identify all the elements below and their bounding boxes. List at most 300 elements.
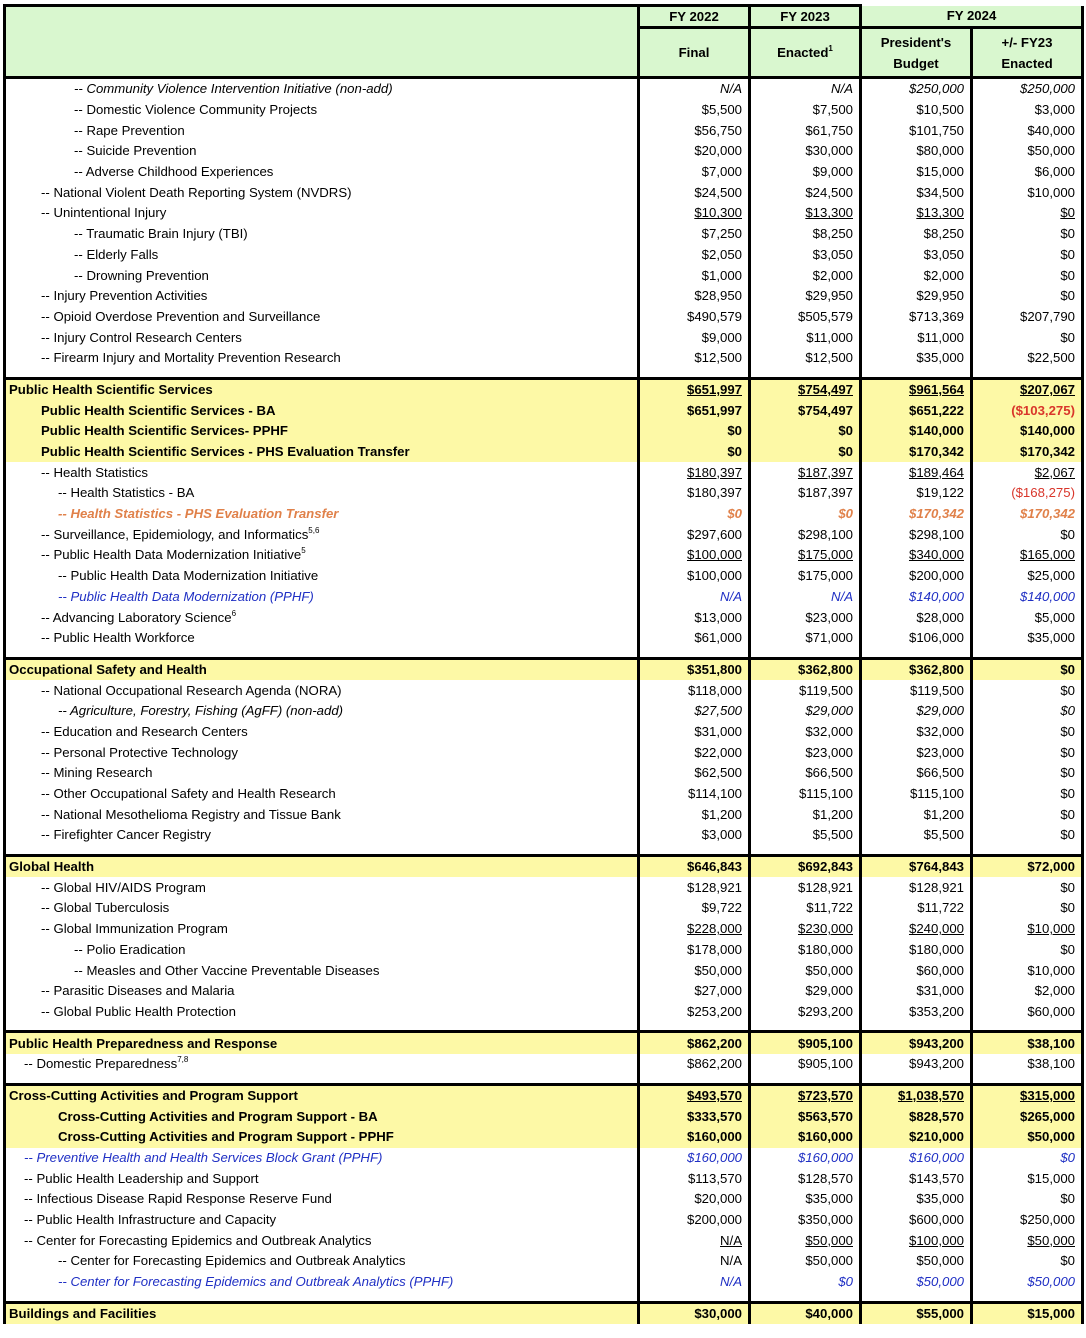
value-fy2023-enacted xyxy=(750,1106,861,1127)
cell-value: $187,397 xyxy=(797,464,853,480)
value-fy2022-final xyxy=(639,1127,750,1148)
value-change-vs-fy23 xyxy=(972,1054,1083,1075)
row-label-text: -- Injury Prevention Activities xyxy=(41,288,208,304)
spacer-cell xyxy=(639,1075,750,1085)
value-fy2024-budget xyxy=(861,701,972,722)
cell-value: $0 xyxy=(1060,744,1075,760)
cell-value: $723,570 xyxy=(797,1087,853,1103)
value-fy2023-enacted xyxy=(750,960,861,981)
cell-value: $30,000 xyxy=(805,143,853,159)
table-row xyxy=(5,100,1083,121)
value-fy2024-budget xyxy=(861,587,972,608)
cell-value: $180,000 xyxy=(797,941,853,957)
header-label-cell xyxy=(5,6,639,78)
value-change-vs-fy23 xyxy=(972,1272,1083,1293)
value-fy2022-final xyxy=(639,877,750,898)
cell-value: $333,570 xyxy=(686,1108,742,1124)
cell-value: $13,300 xyxy=(916,205,964,221)
value-change-vs-fy23 xyxy=(972,804,1083,825)
cell-value: $600,000 xyxy=(908,1212,964,1228)
cell-value: $175,000 xyxy=(797,568,853,584)
row-label xyxy=(5,960,639,981)
cell-value: $651,997 xyxy=(686,402,742,418)
cell-value: $20,000 xyxy=(694,143,742,159)
table-row xyxy=(5,960,1083,981)
cell-value: $0 xyxy=(1060,682,1075,698)
table-row xyxy=(5,348,1083,369)
cell-value: $165,000 xyxy=(1019,547,1075,563)
spacer-row xyxy=(5,1022,1083,1032)
spacer-row xyxy=(5,1293,1083,1303)
cell-value: $1,200 xyxy=(701,806,742,822)
cell-value: $0 xyxy=(727,423,742,439)
row-label xyxy=(5,141,639,162)
cell-value: $493,570 xyxy=(686,1087,742,1103)
value-fy2022-final xyxy=(639,100,750,121)
value-fy2024-budget xyxy=(861,960,972,981)
value-fy2023-enacted xyxy=(750,940,861,961)
row-label xyxy=(5,628,639,649)
cell-value: $0 xyxy=(1060,526,1075,542)
spacer-cell xyxy=(972,649,1083,659)
cell-value: $10,300 xyxy=(694,205,742,221)
cell-value: $180,000 xyxy=(908,941,964,957)
table-row xyxy=(5,545,1083,566)
cell-value: $943,200 xyxy=(908,1035,964,1051)
value-change-vs-fy23 xyxy=(972,658,1083,680)
value-change-vs-fy23 xyxy=(972,607,1083,628)
value-fy2024-budget xyxy=(861,940,972,961)
row-label xyxy=(5,400,639,421)
cell-value: $128,570 xyxy=(797,1170,853,1186)
value-fy2024-budget xyxy=(861,628,972,649)
cell-value: $160,000 xyxy=(686,1129,742,1145)
table-row xyxy=(5,203,1083,224)
cell-value: N/A xyxy=(720,81,742,97)
spacer-cell xyxy=(5,1022,639,1032)
value-fy2024-budget xyxy=(861,898,972,919)
value-fy2023-enacted xyxy=(750,919,861,940)
cell-value: $11,722 xyxy=(917,900,964,916)
cell-value: $12,500 xyxy=(694,350,742,366)
row-label xyxy=(5,421,639,442)
cell-value: $0 xyxy=(1060,827,1075,843)
cell-value: $228,000 xyxy=(686,921,742,937)
cell-value: $8,250 xyxy=(923,226,964,242)
cell-value: $0 xyxy=(1060,1191,1075,1207)
row-label xyxy=(5,658,639,680)
cell-value: $50,000 xyxy=(805,1232,853,1248)
value-fy2023-enacted xyxy=(750,825,861,846)
row-label xyxy=(5,1002,639,1023)
cell-value: $38,100 xyxy=(1027,1035,1075,1051)
cell-value: $170,342 xyxy=(1019,444,1075,460)
cell-value: $61,000 xyxy=(694,630,742,646)
cell-value: $160,000 xyxy=(797,1129,853,1145)
value-fy2022-final xyxy=(639,1106,750,1127)
spacer-cell xyxy=(639,1022,750,1032)
header-pb-line1: President's xyxy=(880,34,952,50)
table-row xyxy=(5,722,1083,743)
value-fy2024-budget xyxy=(861,1230,972,1251)
value-fy2022-final xyxy=(639,400,750,421)
value-fy2022-final xyxy=(639,1251,750,1272)
spacer-cell xyxy=(972,1022,1083,1032)
spacer-cell xyxy=(861,649,972,659)
cell-value: $943,200 xyxy=(908,1056,964,1072)
cell-value: $80,000 xyxy=(916,143,964,159)
cell-value: ($103,275) xyxy=(1011,402,1075,418)
cell-value: $50,000 xyxy=(805,1253,853,1269)
cell-value: $119,500 xyxy=(909,682,964,698)
cell-value: $7,500 xyxy=(812,102,853,118)
table-row xyxy=(5,940,1083,961)
value-fy2023-enacted xyxy=(750,203,861,224)
value-change-vs-fy23 xyxy=(972,1189,1083,1210)
cell-value: $31,000 xyxy=(694,723,742,739)
row-label xyxy=(5,327,639,348)
table-row xyxy=(5,265,1083,286)
cell-value: $119,500 xyxy=(798,682,853,698)
footnote-marker: 1 xyxy=(828,44,833,53)
cell-value: $13,000 xyxy=(694,609,742,625)
row-label-text: -- Center for Forecasting Epidemics and Outbreak Analytics xyxy=(24,1232,372,1248)
value-change-vs-fy23 xyxy=(972,265,1083,286)
value-change-vs-fy23 xyxy=(972,628,1083,649)
spacer-cell xyxy=(750,846,861,856)
cell-value: $50,000 xyxy=(1027,143,1075,159)
value-change-vs-fy23 xyxy=(972,1251,1083,1272)
row-label-text: -- Global Immunization Program xyxy=(41,921,228,937)
row-label xyxy=(5,566,639,587)
value-fy2022-final xyxy=(639,162,750,183)
cell-value: $0 xyxy=(727,506,742,522)
cell-value: $764,843 xyxy=(908,859,964,875)
cell-value: $27,000 xyxy=(694,983,742,999)
header-fy2023: FY 2023 xyxy=(750,6,861,28)
spacer-cell xyxy=(5,846,639,856)
value-fy2022-final xyxy=(639,442,750,463)
cell-value: $118,000 xyxy=(687,682,742,698)
header-presidents-budget xyxy=(861,28,972,78)
value-change-vs-fy23 xyxy=(972,1106,1083,1127)
table-row xyxy=(5,566,1083,587)
row-label-text: -- Global HIV/AIDS Program xyxy=(41,879,206,895)
spacer-cell xyxy=(861,1293,972,1303)
cell-value: $128,921 xyxy=(686,879,742,895)
section-row xyxy=(5,1127,1083,1148)
row-label-text: -- Injury Control Research Centers xyxy=(41,329,242,345)
row-label xyxy=(5,877,639,898)
row-label-text: -- Preventive Health and Health Services Block Grant (PPHF) xyxy=(24,1150,383,1166)
value-fy2024-budget xyxy=(861,224,972,245)
row-label-text: Buildings and Facilities xyxy=(9,1305,157,1321)
value-change-vs-fy23 xyxy=(972,483,1083,504)
table-row xyxy=(5,286,1083,307)
value-fy2022-final xyxy=(639,203,750,224)
row-label-text: Cross-Cutting Activities and Program Support - BA xyxy=(58,1108,378,1124)
cell-value: $28,950 xyxy=(694,288,742,304)
table-body xyxy=(5,78,1083,1325)
value-fy2022-final xyxy=(639,1002,750,1023)
cell-value: $160,000 xyxy=(908,1150,964,1166)
cell-value: $27,500 xyxy=(694,703,742,719)
row-label xyxy=(5,524,639,545)
value-fy2023-enacted xyxy=(750,224,861,245)
cell-value: $905,100 xyxy=(797,1035,853,1051)
value-fy2023-enacted xyxy=(750,763,861,784)
header-diff-fy23 xyxy=(972,28,1083,78)
value-change-vs-fy23 xyxy=(972,504,1083,525)
value-fy2023-enacted xyxy=(750,141,861,162)
value-fy2024-budget xyxy=(861,1272,972,1293)
value-fy2022-final xyxy=(639,1272,750,1293)
cell-value: $29,950 xyxy=(805,288,853,304)
cell-value: $2,050 xyxy=(701,246,742,262)
table-row xyxy=(5,1230,1083,1251)
cell-value: $0 xyxy=(1060,900,1075,916)
row-label-text: -- Domestic Violence Community Projects xyxy=(74,102,318,118)
value-fy2024-budget xyxy=(861,1302,972,1324)
budget-table xyxy=(3,4,1084,1324)
value-fy2022-final xyxy=(639,141,750,162)
cell-value: $362,800 xyxy=(797,661,853,677)
cell-value: $297,600 xyxy=(686,526,742,542)
value-fy2023-enacted xyxy=(750,566,861,587)
spacer-row xyxy=(5,1075,1083,1085)
spacer-cell xyxy=(639,649,750,659)
cell-value: $71,000 xyxy=(805,630,853,646)
cell-value: $55,000 xyxy=(916,1305,964,1321)
row-label xyxy=(5,348,639,369)
row-label xyxy=(5,286,639,307)
row-label-text: Public Health Scientific Services - PHS Evaluation Transfer xyxy=(41,444,410,460)
value-fy2023-enacted xyxy=(750,722,861,743)
spacer-cell xyxy=(861,846,972,856)
cell-value: $29,000 xyxy=(916,703,964,719)
value-change-vs-fy23 xyxy=(972,898,1083,919)
table-row xyxy=(5,245,1083,266)
header-final: Final xyxy=(639,28,750,78)
value-fy2022-final xyxy=(639,378,750,400)
value-fy2024-budget xyxy=(861,203,972,224)
row-label-text: Public Health Scientific Services- PPHF xyxy=(41,423,288,439)
cell-value: $250,000 xyxy=(1019,81,1075,97)
cell-value: $50,000 xyxy=(1027,1232,1075,1248)
value-fy2024-budget xyxy=(861,722,972,743)
cell-value: $189,464 xyxy=(908,464,964,480)
value-fy2024-budget xyxy=(861,120,972,141)
value-fy2024-budget xyxy=(861,1127,972,1148)
spacer-cell xyxy=(750,1075,861,1085)
row-label-text: -- Infectious Disease Rapid Response Reserve Fund xyxy=(24,1191,332,1207)
cell-value: $32,000 xyxy=(916,723,964,739)
value-change-vs-fy23 xyxy=(972,587,1083,608)
cell-value: $0 xyxy=(1060,765,1075,781)
footnote-marker: 6 xyxy=(231,608,237,618)
cell-value: $28,000 xyxy=(916,609,964,625)
table-row xyxy=(5,1189,1083,1210)
value-fy2024-budget xyxy=(861,162,972,183)
cell-value: $35,000 xyxy=(1027,630,1075,646)
header-diff-line2: Enacted xyxy=(1001,55,1053,71)
cell-value: $0 xyxy=(1060,806,1075,822)
value-change-vs-fy23 xyxy=(972,1230,1083,1251)
value-fy2022-final xyxy=(639,1210,750,1231)
table-row xyxy=(5,1002,1083,1023)
cell-value: $230,000 xyxy=(797,921,853,937)
value-change-vs-fy23 xyxy=(972,763,1083,784)
value-fy2023-enacted xyxy=(750,1251,861,1272)
footnote-marker: 7,8 xyxy=(177,1055,189,1065)
table-row xyxy=(5,1054,1083,1075)
value-fy2022-final xyxy=(639,120,750,141)
cell-value: $140,000 xyxy=(908,423,964,439)
cell-value: $140,000 xyxy=(1019,423,1075,439)
cell-value: $10,000 xyxy=(1027,921,1075,937)
value-change-vs-fy23 xyxy=(972,348,1083,369)
row-label xyxy=(5,203,639,224)
cell-value: $40,000 xyxy=(1027,122,1075,138)
value-fy2024-budget xyxy=(861,784,972,805)
value-fy2022-final xyxy=(639,1168,750,1189)
cell-value: $66,500 xyxy=(916,765,964,781)
table-header xyxy=(5,6,1083,78)
value-fy2023-enacted xyxy=(750,483,861,504)
value-fy2024-budget xyxy=(861,378,972,400)
value-change-vs-fy23 xyxy=(972,1168,1083,1189)
cell-value: $60,000 xyxy=(916,962,964,978)
cell-value: $20,000 xyxy=(694,1191,742,1207)
cell-value: $200,000 xyxy=(908,568,964,584)
cell-value: $10,000 xyxy=(1027,184,1075,200)
cell-value: $32,000 xyxy=(805,723,853,739)
row-label-text: -- Community Violence Intervention Initiative (non-add) xyxy=(74,81,393,97)
value-fy2024-budget xyxy=(861,1002,972,1023)
value-fy2024-budget xyxy=(861,1168,972,1189)
cell-value: $253,200 xyxy=(686,1003,742,1019)
row-label-text: -- Unintentional Injury xyxy=(41,205,167,221)
value-fy2024-budget xyxy=(861,524,972,545)
section-row xyxy=(5,1106,1083,1127)
row-label-text: -- Domestic Preparedness xyxy=(24,1056,178,1072)
row-label xyxy=(5,1032,639,1054)
value-fy2023-enacted xyxy=(750,1084,861,1106)
value-fy2022-final xyxy=(639,763,750,784)
cell-value: $30,000 xyxy=(694,1305,742,1321)
value-change-vs-fy23 xyxy=(972,784,1083,805)
value-fy2024-budget xyxy=(861,348,972,369)
row-label-text: -- Parasitic Diseases and Malaria xyxy=(41,983,235,999)
value-fy2024-budget xyxy=(861,742,972,763)
cell-value: $22,000 xyxy=(694,744,742,760)
value-fy2023-enacted xyxy=(750,400,861,421)
section-row xyxy=(5,1084,1083,1106)
spacer-row xyxy=(5,846,1083,856)
cell-value: $50,000 xyxy=(1027,1129,1075,1145)
value-change-vs-fy23 xyxy=(972,1127,1083,1148)
value-change-vs-fy23 xyxy=(972,203,1083,224)
cell-value: $2,000 xyxy=(812,267,853,283)
row-label-text: -- Personal Protective Technology xyxy=(41,744,238,760)
value-fy2023-enacted xyxy=(750,78,861,100)
row-label xyxy=(5,1054,639,1075)
value-fy2023-enacted xyxy=(750,1230,861,1251)
value-fy2023-enacted xyxy=(750,545,861,566)
value-change-vs-fy23 xyxy=(972,1032,1083,1054)
table-row xyxy=(5,462,1083,483)
table-row xyxy=(5,742,1083,763)
value-change-vs-fy23 xyxy=(972,1084,1083,1106)
value-change-vs-fy23 xyxy=(972,701,1083,722)
cell-value: $10,000 xyxy=(1027,962,1075,978)
row-label xyxy=(5,265,639,286)
spacer-cell xyxy=(639,369,750,379)
value-fy2023-enacted xyxy=(750,628,861,649)
table-row xyxy=(5,182,1083,203)
value-fy2022-final xyxy=(639,1302,750,1324)
row-label-text: -- National Occupational Research Agenda (NORA) xyxy=(41,682,342,698)
cell-value: $646,843 xyxy=(686,859,742,875)
value-fy2024-budget xyxy=(861,483,972,504)
row-label-text: Public Health Scientific Services - BA xyxy=(41,402,276,418)
row-label-text: -- Public Health Data Modernization Initiative xyxy=(41,547,302,563)
cell-value: $2,067 xyxy=(1034,464,1075,480)
spacer-cell xyxy=(639,846,750,856)
row-label-text: -- Other Occupational Safety and Health Research xyxy=(41,786,336,802)
row-label xyxy=(5,1084,639,1106)
value-fy2024-budget xyxy=(861,286,972,307)
cell-value: $170,342 xyxy=(1019,506,1075,522)
row-label xyxy=(5,162,639,183)
value-fy2024-budget xyxy=(861,1189,972,1210)
value-fy2022-final xyxy=(639,566,750,587)
row-label xyxy=(5,307,639,328)
value-change-vs-fy23 xyxy=(972,120,1083,141)
value-fy2024-budget xyxy=(861,825,972,846)
cell-value: $38,100 xyxy=(1027,1056,1075,1072)
cell-value: $29,000 xyxy=(805,703,853,719)
value-fy2022-final xyxy=(639,545,750,566)
cell-value: $106,000 xyxy=(908,630,964,646)
row-label-text: -- National Mesothelioma Registry and Tissue Bank xyxy=(41,806,341,822)
value-fy2023-enacted xyxy=(750,898,861,919)
value-change-vs-fy23 xyxy=(972,1002,1083,1023)
value-fy2022-final xyxy=(639,742,750,763)
spacer-cell xyxy=(750,1293,861,1303)
value-fy2023-enacted xyxy=(750,442,861,463)
cell-value: $13,300 xyxy=(805,205,853,221)
row-label xyxy=(5,442,639,463)
value-fy2024-budget xyxy=(861,919,972,940)
value-fy2022-final xyxy=(639,78,750,100)
cell-value: $200,000 xyxy=(686,1212,742,1228)
value-fy2024-budget xyxy=(861,1251,972,1272)
row-label-text: -- Firearm Injury and Mortality Prevention Research xyxy=(41,350,341,366)
value-fy2023-enacted xyxy=(750,421,861,442)
cell-value: $315,000 xyxy=(1019,1087,1075,1103)
value-fy2023-enacted xyxy=(750,120,861,141)
value-fy2022-final xyxy=(639,680,750,701)
spacer-cell xyxy=(5,1293,639,1303)
cell-value: $23,000 xyxy=(805,744,853,760)
row-label xyxy=(5,919,639,940)
table-row xyxy=(5,524,1083,545)
cell-value: $25,000 xyxy=(1027,568,1075,584)
row-label-text: Occupational Safety and Health xyxy=(9,661,207,677)
cell-value: $651,222 xyxy=(908,402,964,418)
value-fy2024-budget xyxy=(861,1210,972,1231)
